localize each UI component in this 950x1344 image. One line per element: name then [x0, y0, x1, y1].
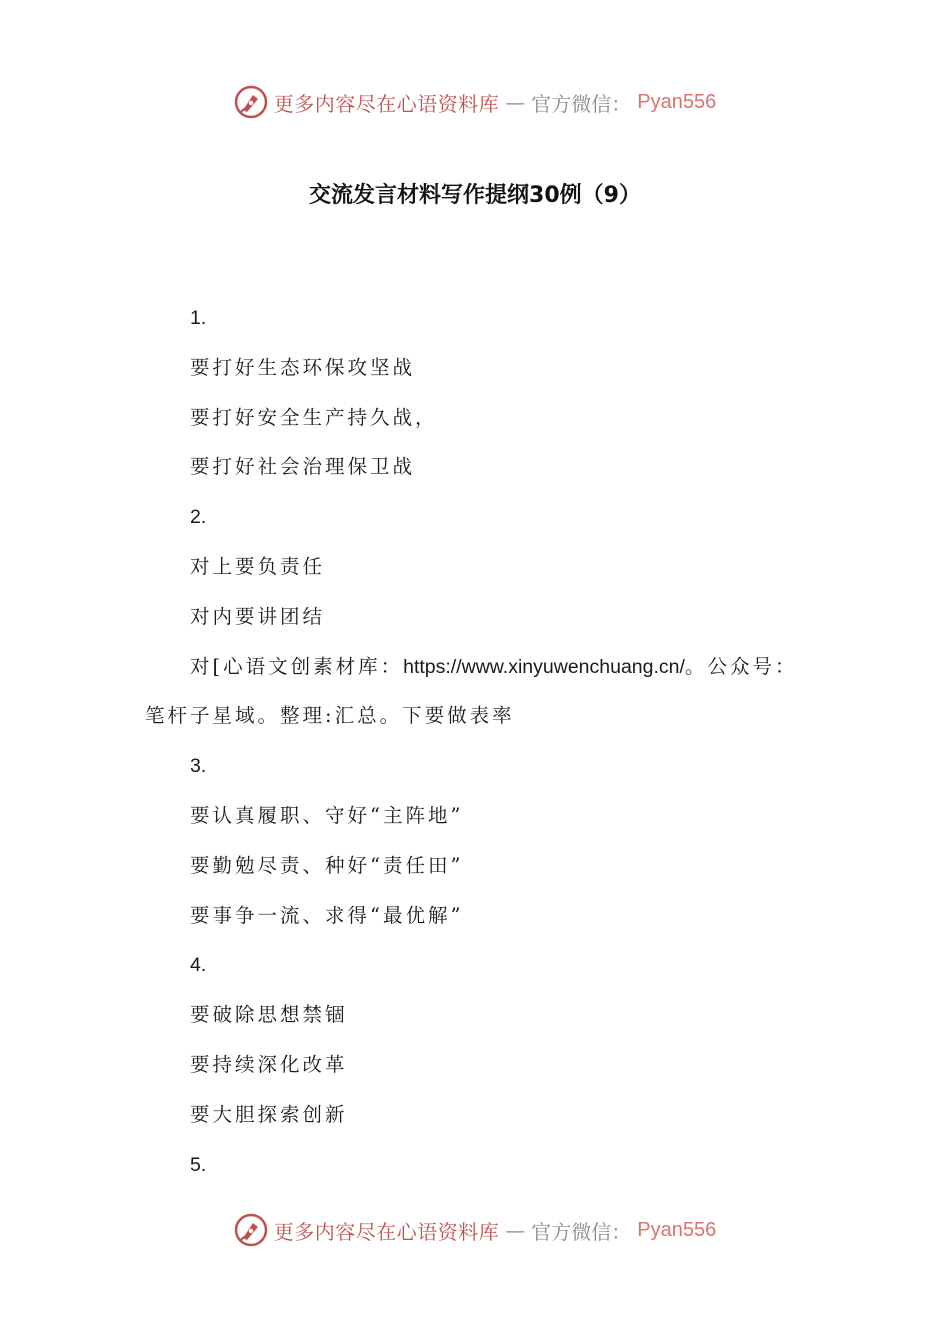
section-number: 5. [190, 1153, 207, 1176]
section-number: 1. [190, 307, 207, 329]
pen-nib-icon [234, 1213, 268, 1247]
header-banner [0, 82, 950, 122]
banner-dash: — [505, 1218, 526, 1242]
footer-banner [0, 1210, 950, 1250]
body-line: 对上要负责任 [190, 554, 326, 578]
body-line: 要打好生态环保攻坚战 [190, 355, 416, 379]
banner-wechat-id: Pyan556 [637, 90, 717, 113]
body-line: 要打好社会治理保卫战 [190, 455, 416, 479]
pen-nib-icon [234, 85, 268, 119]
body-line: 要认真履职、守好“主阵地” [190, 803, 464, 827]
body-line-part: 。公众号： [684, 654, 798, 678]
banner-brand-text: 更多内容尽在心语资料库 [273, 1219, 500, 1244]
body-line: 要打好安全生产持久战， [190, 405, 438, 429]
body-line-part: 对[心语文创素材库： [190, 654, 404, 678]
section-number: 2. [190, 506, 207, 529]
body-line: 要大胆探索创新 [190, 1102, 348, 1126]
document-body [145, 298, 825, 1194]
body-line: 要破除思想禁锢 [190, 1003, 348, 1027]
body-line-continuation: 笔杆子星域。整理:汇总。下要做表率 [145, 704, 515, 728]
banner-wechat-label: 官方微信： [531, 1219, 632, 1244]
body-line: 要事争一流、求得“最优解” [190, 903, 464, 927]
source-url-link[interactable]: https://www.xinyuwenchuang.cn/ [403, 655, 685, 678]
banner-brand-text: 更多内容尽在心语资料库 [273, 91, 500, 116]
banner-wechat-label: 官方微信： [531, 91, 632, 116]
body-line-with-link [145, 647, 825, 697]
banner-dash: — [505, 90, 526, 114]
document-title: 交流发言材料写作提纲30例（9） [309, 183, 641, 208]
body-line: 要持续深化改革 [190, 1052, 348, 1076]
banner-wechat-id: Pyan556 [637, 1218, 717, 1241]
body-line: 要勤勉尽责、种好“责任田” [190, 853, 464, 877]
body-line: 对内要讲团结 [190, 604, 326, 628]
section-number: 4. [190, 954, 207, 977]
section-number: 3. [190, 755, 207, 778]
